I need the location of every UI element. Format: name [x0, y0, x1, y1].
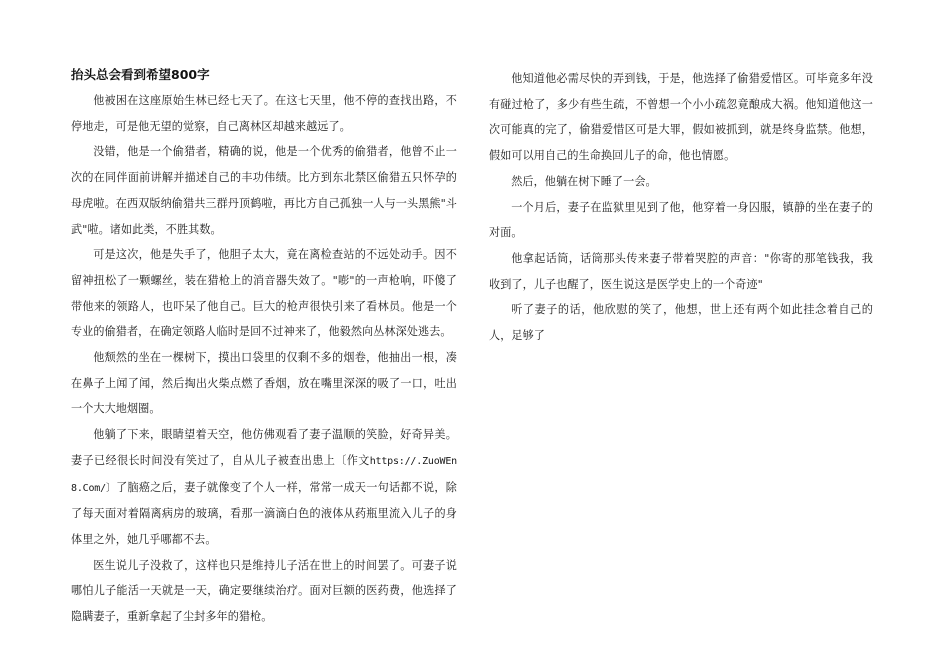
document-title: 抬头总会看到希望800字 — [71, 67, 210, 82]
paragraph — [71, 422, 457, 553]
paragraph-text: 了脑癌之后，妻子就像变了个人一样，常常一成天一句话都不说，除了每天面对着隔离病房的玻璃，看那一滴滴白色的液体从药瓶里流入儿子的身体里之外，她几乎哪都不去。 — [71, 480, 457, 546]
paragraph: 然后，他躺在树下睡了一会。 — [511, 174, 657, 188]
paragraph: 没错，他是一个偷猎者，精确的说，他是一个优秀的偷猎者，他曾不止一次的在同伴面前讲解并描述自己的丰功伟绩。比方到东北禁区偷猎五只怀孕的母虎啦。在西双版纳偷猎共三群丹顶鹤啦，再比方自己孤独一人与一头黑熊"斗武"啦。诸如此类，不胜其数。 — [71, 145, 457, 236]
paragraph: 他被困在这座原始生林已经七天了。在这七天里，他不停的查找出路，不停地走，可是他无望的觉察，自己离林区却越来越远了。 — [71, 94, 457, 133]
left-column — [71, 66, 457, 630]
paragraph: 他拿起话筒，话筒那头传来妻子带着哭腔的声音："你寄的那笔钱我，我收到了，儿子也醒了，医生说这是医学史上的一个奇迹" — [489, 251, 873, 291]
paragraph: 听了妻子的话，他欣慰的笑了，他想，世上还有两个如此挂念着自己的人，足够了 — [489, 303, 873, 343]
paragraph: 可是这次，他是失手了，他胆子太大，竟在离检查站的不远处动手。因不留神扭松了一颗螺丝，装在猎枪上的消音器失效了。"嘭"的一声枪响，吓傻了带他来的领路人，也吓呆了他自己。巨大的枪声很快引来了看林员。他是一个专业的偷猎者，在确定领路人临时是回不过神来了，他毅然向丛林深处逃去。 — [71, 248, 457, 339]
paragraph: 医生说儿子没救了，这样也只是维持儿子活在世上的时间罢了。可妻子说哪怕儿子能活一天就是一天，确定要继续治疗。面对巨额的医药费，他选择了隐瞒妻子，重新拿起了尘封多年的猎枪。 — [71, 558, 457, 624]
paragraph: 他颓然的坐在一棵树下，摸出口袋里的仅剩不多的烟卷，他抽出一根，凑在鼻子上闻了闻，然后掏出火柴点燃了香烟，放在嘴里深深的吸了一口，吐出一个大大地烟圈。 — [71, 351, 457, 416]
source-url: https://.ZuoWEn8.Com/〕 — [71, 455, 457, 494]
paragraph: 一个月后，妻子在监狱里见到了他，他穿着一身囚服，镇静的坐在妻子的对面。 — [489, 200, 873, 240]
paragraph: 他知道他必需尽快的弄到钱，于是，他选择了偷猎爱惜区。可毕竟多年没有碰过枪了，多少有些生疏，不曾想一个小小疏忽竟酿成大祸。他知道他这一次可能真的完了，偷猎爱惜区可是大罪，假如被抓到，就是终身监禁。他想，假如可以用自己的生命换回儿子的命，他也情愿。 — [489, 72, 873, 163]
paragraph-text: 他躺了下来，眼睛望着天空，他仿佛观看了妻子温顺的笑脸，好奇异美。妻子已经很长时间没有笑过了，自从儿子被查出患上〔作文 — [71, 428, 457, 467]
right-column — [489, 66, 873, 349]
